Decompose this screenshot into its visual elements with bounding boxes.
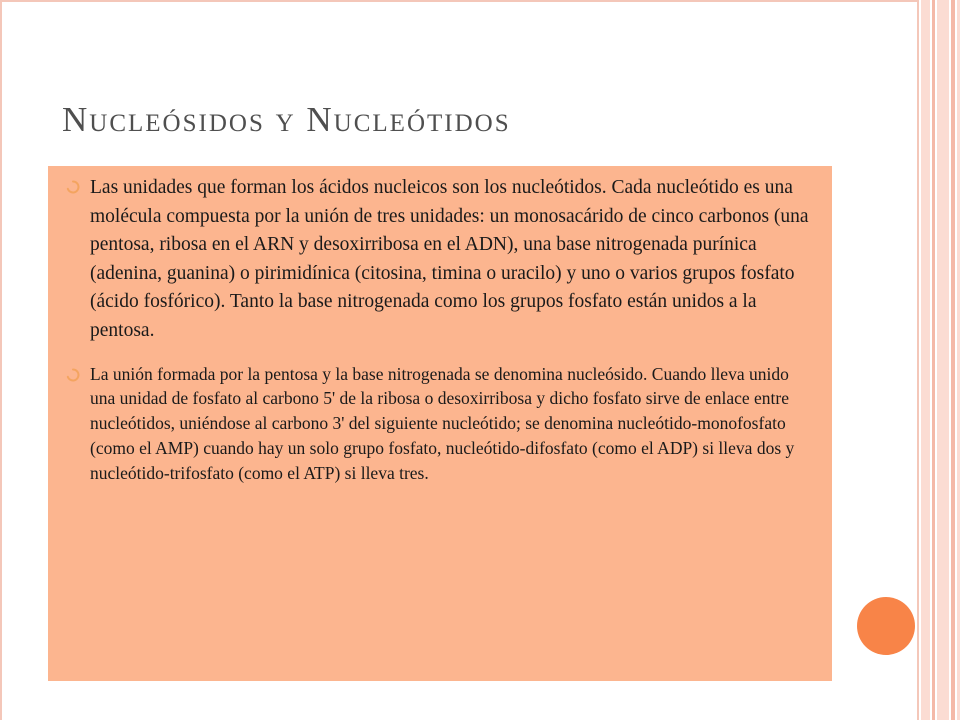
bullet-ring-icon [66,180,80,194]
side-decoration-band [951,0,955,720]
bullet-item [70,174,810,346]
side-decoration-band [932,0,935,720]
side-decoration-band [921,0,930,720]
decorative-circle [857,597,915,655]
content-box [48,166,832,681]
slide-title: Nucleósidos y Nucleótidos [62,100,511,139]
bullet-ring-icon [66,368,80,382]
side-decoration-band [937,0,949,720]
bullet-text: Las unidades que forman los ácidos nucleicos son los nucleótidos. Cada nucleótido es una molécula compuesta por la unión de tres unidades: un monosacárido de cinco carbonos (una pentosa, ribosa en el ARN y desoxirribosa en el ADN), una base nitrogenada purínica (adenina, guanina) o pirimidínica (citosina, timina o uracilo) y uno o varios grupos fosfato (ácido fosfórico). Tanto la base nitrogenada como los grupos fosfato están unidos a la pentosa. [90,177,809,341]
bullet-list [70,174,810,486]
bullet-text: La unión formada por la pentosa y la base nitrogenada se denomina nucleósido. Cuando lleva unido una unidad de fosfato al carbono 5' de la ribosa o desoxirribosa y dicho fosfato sirve de enlace entre nucleótidos, uniéndose al carbono 3' del siguiente nucleótido; se denomina nucleótido-monofosfato (como el AMP) cuando hay un solo grupo fosfato, nucleótido-difosfato (como el ADP) si lleva dos y nucleótido-trifosfato (como el ATP) si lleva tres. [90,363,795,483]
bullet-item [70,362,810,486]
